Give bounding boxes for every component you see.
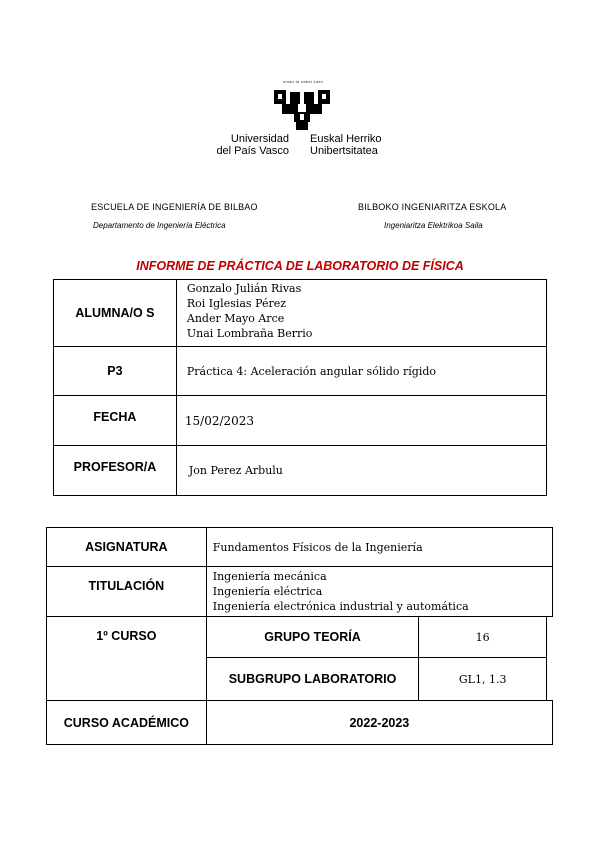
theory-group-value: 16 bbox=[419, 617, 547, 658]
students-list bbox=[176, 280, 546, 347]
student-name: Gonzalo Julián Rivas bbox=[186, 282, 302, 295]
date-label: FECHA bbox=[54, 396, 177, 446]
degree-item: Ingeniería mecánica bbox=[212, 570, 327, 583]
university-logo-icon bbox=[272, 86, 332, 132]
lab-subgroup-value: GL1, 1.3 bbox=[419, 658, 547, 701]
department-name-es: Departamento de Ingeniería Eléctrica bbox=[93, 221, 226, 230]
university-name-es: Universidad del País Vasco bbox=[216, 133, 289, 157]
table-row bbox=[47, 701, 553, 745]
degree-item: Ingeniería electrónica industrial y automática bbox=[212, 600, 469, 613]
logo-motto: eman ta zabal zazu bbox=[282, 79, 324, 84]
school-name-eu: BILBOKO INGENIARITZA ESKOLA bbox=[358, 202, 507, 212]
date-value: 15/02/2023 bbox=[176, 396, 546, 446]
table-row bbox=[54, 280, 547, 347]
practice-label: P3 bbox=[54, 347, 177, 396]
degree-label: TITULACIÓN bbox=[47, 567, 207, 617]
table-row bbox=[54, 446, 547, 496]
academic-year-value: 2022-2023 bbox=[206, 701, 552, 745]
academic-year-label: CURSO ACADÉMICO bbox=[47, 701, 207, 745]
practice-value: Práctica 4: Aceleración angular sólido rígido bbox=[176, 347, 546, 396]
table-row bbox=[47, 528, 553, 567]
table-row bbox=[47, 567, 553, 617]
lab-subgroup-label: SUBGRUPO LABORATORIO bbox=[206, 658, 419, 701]
university-name-eu: Euskal Herriko Unibertsitatea bbox=[310, 133, 382, 157]
professor-value: Jon Perez Arbulu bbox=[176, 446, 546, 496]
table-row bbox=[47, 617, 553, 658]
student-name: Ander Mayo Arce bbox=[186, 312, 285, 325]
professor-label: PROFESOR/A bbox=[54, 446, 177, 496]
subject-value: Fundamentos Físicos de la Ingeniería bbox=[206, 528, 552, 567]
student-name: Unai Lombraña Berrio bbox=[186, 327, 313, 340]
table-row bbox=[54, 396, 547, 446]
theory-group-label: GRUPO TEORÍA bbox=[206, 617, 419, 658]
school-name-es: ESCUELA DE INGENIERÍA DE BILBAO bbox=[91, 202, 258, 212]
table-row bbox=[54, 347, 547, 396]
degree-item: Ingeniería eléctrica bbox=[212, 585, 323, 598]
course-info-table bbox=[46, 527, 553, 745]
subject-label: ASIGNATURA bbox=[47, 528, 207, 567]
degree-list bbox=[206, 567, 552, 617]
course-label: 1º CURSO bbox=[47, 617, 207, 701]
student-name: Roi Iglesias Pérez bbox=[186, 297, 287, 310]
department-name-eu: Ingeniaritza Elektrikoa Saila bbox=[384, 221, 483, 230]
students-label: ALUMNA/O S bbox=[54, 280, 177, 347]
report-title: INFORME DE PRÁCTICA DE LABORATORIO DE FÍSICA bbox=[136, 259, 464, 273]
report-info-table bbox=[53, 279, 547, 496]
